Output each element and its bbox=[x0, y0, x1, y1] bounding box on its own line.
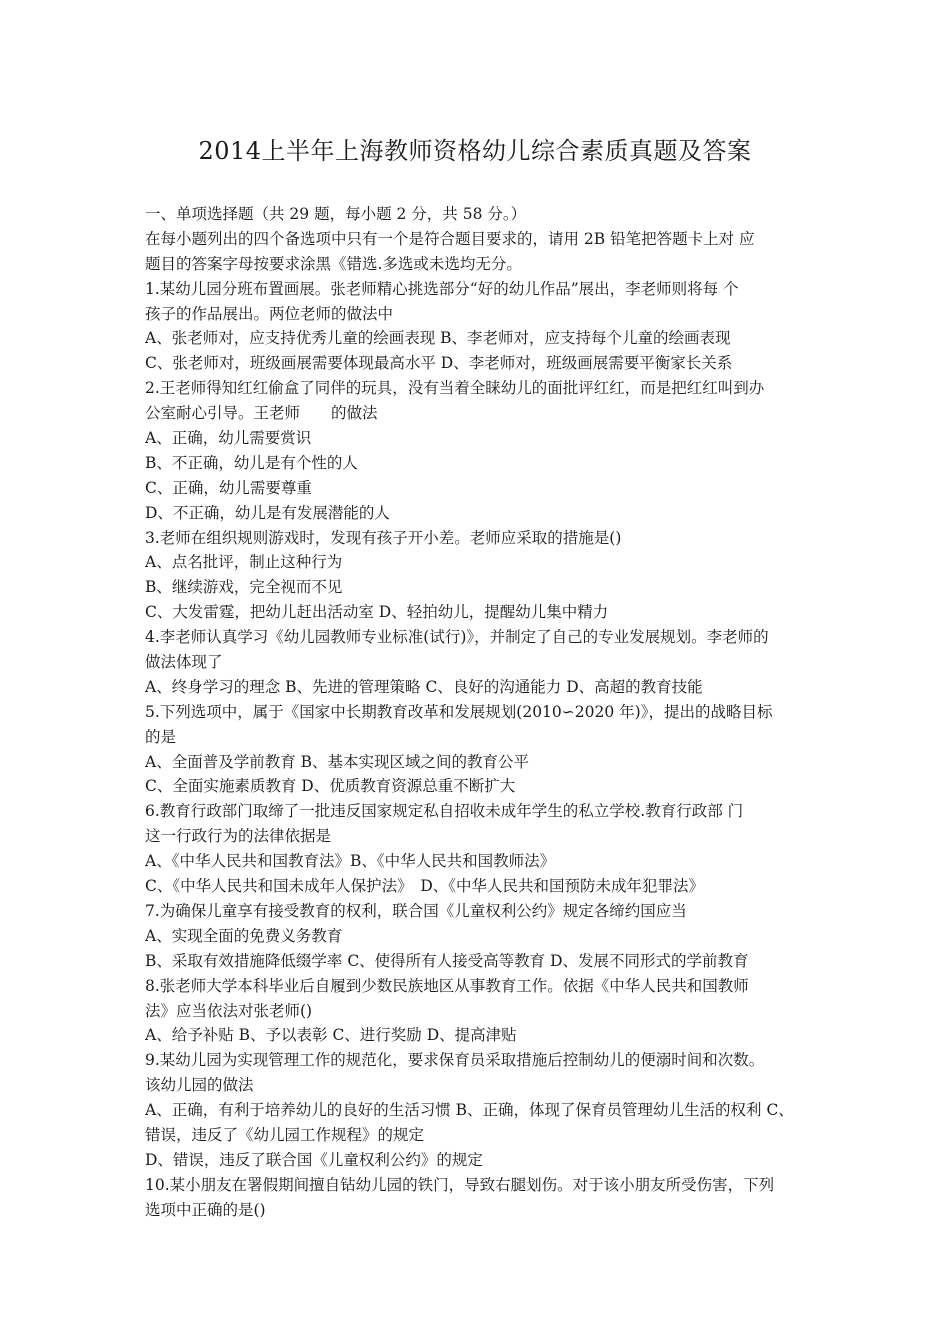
text-line: C、《中华人民共和国未成年人保护法》 D、《中华人民共和国预防未成年犯罪法》 bbox=[145, 877, 705, 896]
text-line: 该幼儿园的做法 bbox=[145, 1076, 254, 1095]
text-line: 孩子的作品展出。两位老师的做法中 bbox=[145, 304, 394, 323]
text-line: 1.某幼儿园分班布置画展。张老师精心挑选部分“好的幼儿作品”展出，李老师则将每 个 bbox=[145, 279, 739, 298]
text-line: 选项中正确的是() bbox=[145, 1200, 266, 1219]
text-line: 错误，违反了《幼儿园工作规程》的规定 bbox=[145, 1125, 425, 1144]
text-line: 3.老师在组织规则游戏时，发现有孩子开小差。老师应采取的措施是() bbox=[145, 528, 622, 547]
text-line: 9.某幼儿园为实现管理工作的规范化，要求保育员采取措施后控制幼儿的便溺时间和次数。 bbox=[145, 1051, 765, 1070]
text-line: 7.为确保儿童享有接受教育的权利，联合国《儿童权利公约》规定各缔约国应当 bbox=[145, 901, 687, 920]
text-line: 一、单项选择题（共 29 题，每小题 2 分，共 58 分。） bbox=[145, 205, 527, 223]
text-line: 题目的答案字母按要求涂黑《错选.多选或未选均无分。 bbox=[145, 254, 522, 273]
text-line: 2.王老师得知红红偷盒了同伴的玩具，没有当着全睐幼儿的面批评红红，而是把红红叫到办 bbox=[145, 379, 765, 398]
text-line: A、点名批评，制止这种行为 bbox=[145, 553, 343, 572]
text-line: 这一行政行为的法律依据是 bbox=[145, 827, 332, 846]
text-line: C、大发雷霆，把幼儿赶出活动室 D、轻拍幼儿，提醒幼儿集中精力 bbox=[145, 603, 609, 622]
text-line: A、给予补贴 B、予以表彰 C、进行奖励 D、提高津贴 bbox=[145, 1026, 517, 1045]
text-line: 10.某小朋友在署假期间擅自钻幼儿园的铁门，导致右腿划伤。对于该小朋友所受伤害，下列 bbox=[145, 1175, 775, 1194]
text-line: 法》应当依法对张老师() bbox=[145, 1001, 313, 1020]
text-line: A、张老师对，应支持优秀儿童的绘画表现 B、李老师对，应支持每个儿童的绘画表现 bbox=[145, 329, 731, 348]
text-line: D、不正确，幼儿是有发展潜能的人 bbox=[145, 503, 390, 522]
text-line: 4.李老师认真学习《幼儿园教师专业标准(试行)》，并制定了自己的专业发展规划。李老师的 bbox=[145, 628, 769, 647]
text-line: A、实现全面的免费义务教育 bbox=[145, 926, 343, 945]
text-line: 的是 bbox=[145, 727, 177, 746]
text-line: 6.教育行政部门取缔了一批违反国家规定私自招收未成年学生的私立学校.教育行政部 门 bbox=[145, 802, 744, 821]
text-line: A、正确，有利于培养幼儿的良好的生活习惯 B、正确，体现了保育员管理幼儿生活的权利 C、 bbox=[145, 1101, 794, 1120]
text-line: A、《中华人民共和国教育法》B、《中华人民共和国教师法》 bbox=[145, 852, 556, 871]
text-line: B、不正确，幼儿是有个性的人 bbox=[145, 453, 358, 472]
text-line: C、张老师对，班级画展需要体现最高水平 D、李老师对，班级画展需要平衡家长关系 bbox=[145, 354, 733, 373]
text-line: 在每小题列出的四个备选项中只有一个是符合题目要求的，请用 2B 铅笔把答题卡上对 应 bbox=[145, 229, 755, 248]
text-line: 做法体现了 bbox=[145, 653, 223, 672]
text-line: A、全面普及学前教育 B、基本实现区域之间的教育公平 bbox=[145, 752, 530, 771]
document-body bbox=[145, 202, 813, 1223]
text-line: B、采取有效措施降低缀学率 C、使得所有人接受高等教育 D、发展不同形式的学前教育 bbox=[145, 951, 749, 970]
text-line: A、终身学习的理念 B、先进的管理策略 C、良好的沟通能力 D、高超的教育技能 bbox=[145, 677, 703, 696]
text-line: C、正确，幼儿需要尊重 bbox=[145, 478, 312, 497]
text-line: D、错误，违反了联合国《儿童权利公约》的规定 bbox=[145, 1150, 483, 1169]
text-line: 8.张老师大学本科毕业后自履到少数民族地区从事教育工作。依据《中华人民共和国教师 bbox=[145, 976, 749, 995]
text-line: 公室耐心引导。王老师 的做法 bbox=[145, 404, 378, 423]
text-line: C、全面实施素质教育 D、优质教育资源总重不断扩大 bbox=[145, 777, 516, 796]
text-line: B、继续游戏，完全视而不见 bbox=[145, 578, 343, 597]
document-title: 2014上半年上海教师资格幼儿综合素质真题及答案 bbox=[198, 137, 752, 165]
text-line: 5.下列选项中，属于《国家中长期教育改革和发展规划(2010∽2020 年)》，提出的战略目标 bbox=[145, 702, 773, 721]
text-line: A、正确，幼儿需要赏识 bbox=[145, 429, 312, 448]
